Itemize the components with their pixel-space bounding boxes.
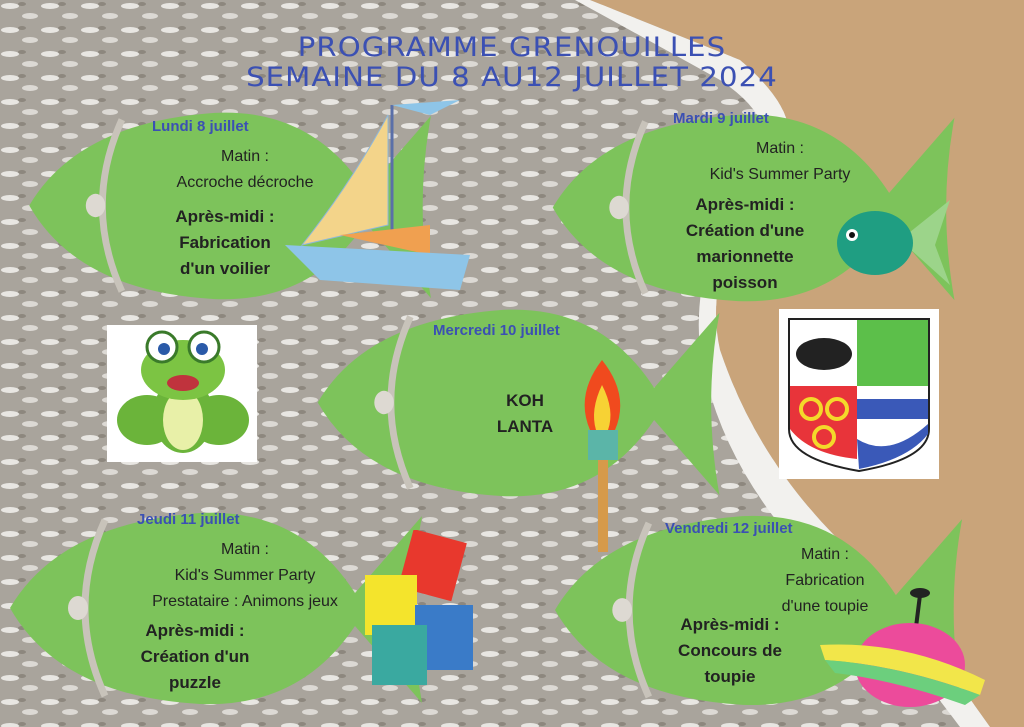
afternoon-label: Après-midi : [145,621,245,640]
day-title-tuesday: Mardi 9 juillet [673,110,769,127]
friday-afternoon [660,612,800,690]
afternoon-label: Après-midi : [695,195,795,214]
afternoon-activity: poisson [712,273,778,292]
provider: Prestataire : Animons jeux [152,593,338,610]
afternoon-activity: marionnette [696,247,794,266]
activity-line: LANTA [496,417,554,436]
activity-line: KOH [506,391,544,410]
coat-of-arms-icon [779,309,939,479]
day-title-wednesday: Mercredi 10 juillet [433,322,560,339]
afternoon-activity: Création d'une [685,221,805,240]
afternoon-label: Après-midi : [175,207,275,226]
title-line-2: SEMAINE DU 8 AU12 JUILLET 2024 [246,62,778,93]
tuesday-afternoon [665,192,825,296]
afternoon-activity: Création d'un [140,647,250,666]
spinning-top-icon [815,585,990,715]
afternoon-activity: toupie [704,667,756,686]
sailboat-icon [280,95,475,290]
fish-icon [830,195,955,290]
title-line-1: PROGRAMME GRENOUILLES [297,32,727,63]
tuesday-morning [680,136,880,188]
morning-activity: Fabrication [785,572,865,589]
frog-icon [107,325,257,462]
morning-activity: Kid's Summer Party [709,166,851,183]
thursday-morning [130,537,360,615]
morning-label: Matin : [220,148,269,165]
morning-label: Matin : [755,140,804,157]
morning-activity: d'une toupie [781,598,869,615]
puzzle-icon [360,530,500,690]
thursday-afternoon [120,618,270,696]
morning-label: Matin : [800,546,849,563]
day-title-friday: Vendredi 12 juillet [665,520,793,537]
morning-label: Matin : [220,541,269,558]
day-title-thursday: Jeudi 11 juillet [137,511,240,528]
afternoon-label: Après-midi : [680,615,780,634]
monday-afternoon [150,204,300,282]
afternoon-activity: d'un voilier [180,259,270,278]
morning-activity: Accroche décroche [176,174,314,191]
afternoon-activity: puzzle [169,673,221,692]
afternoon-activity: Fabrication [179,233,271,252]
wednesday-activity [480,388,570,440]
day-title-monday: Lundi 8 juillet [152,118,249,135]
morning-activity: Kid's Summer Party [174,567,316,584]
afternoon-activity: Concours de [678,641,782,660]
